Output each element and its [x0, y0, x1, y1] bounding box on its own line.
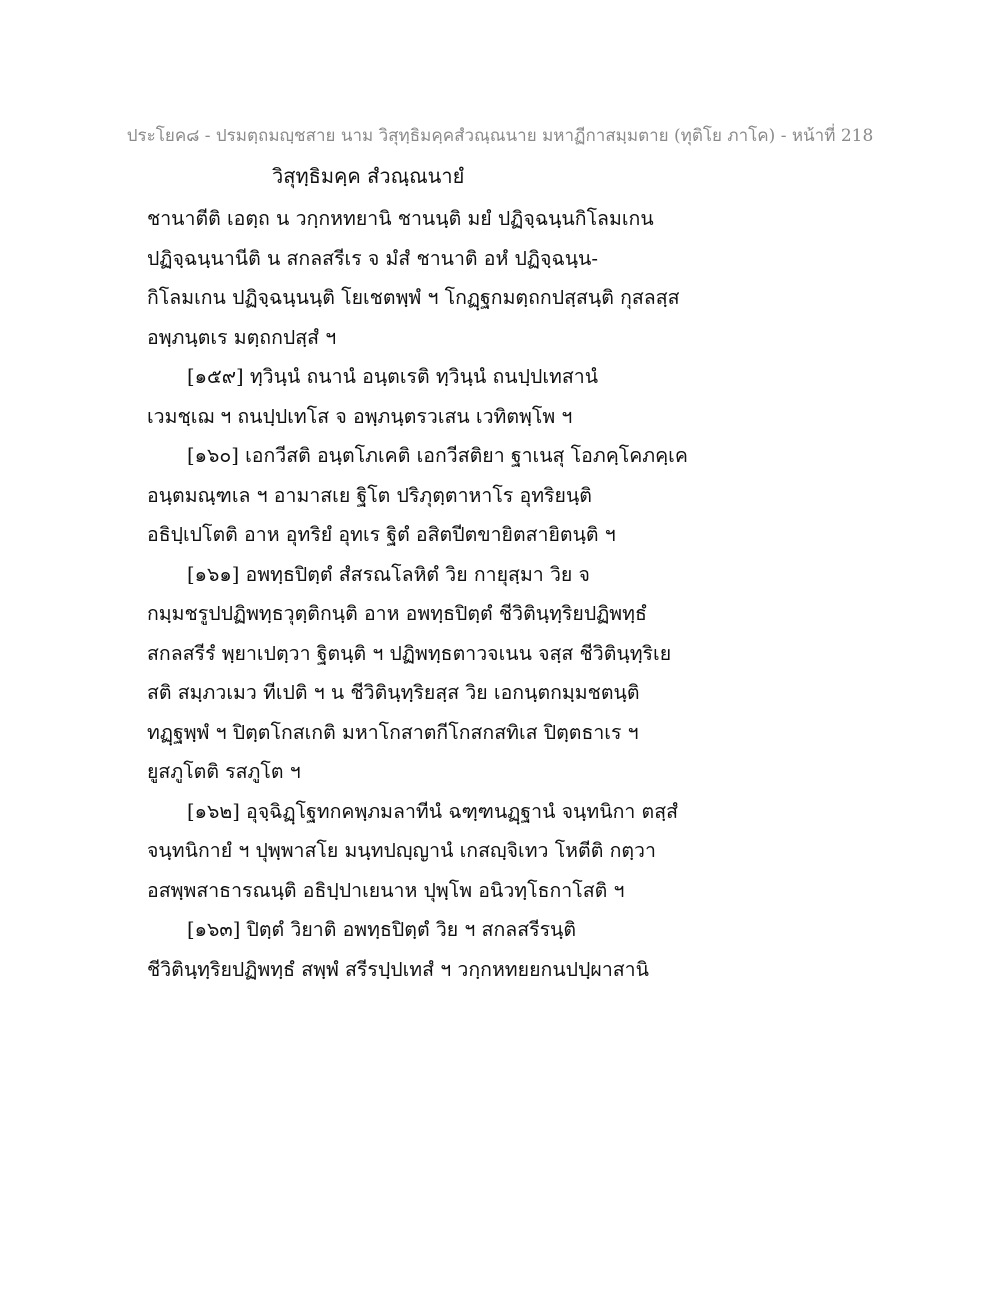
text-line: กมฺมชรูปปฏิพทฺธวุตฺติกนฺติ อาห อพทฺธปิตฺตํ ชีวิตินฺทฺริยปฏิพทฺธํ [147, 602, 647, 625]
text-line: ชานาตีติ เอตฺถ น วกฺกหทยานิ ชานนฺติ มยํ ปฏิจฺฉนฺนกิโลมเกน [147, 207, 654, 230]
text-line: อพฺภนฺตเร มตฺถกปสฺสํ ฯ [147, 325, 337, 349]
body-text [147, 199, 867, 989]
text-line: จนฺทนิกายํ ฯ ปุพฺพาสโย มนฺทปญฺญานํ เกสญฺจิเทว โหตีติ กตฺวา [147, 839, 656, 862]
paragraph-start-line: [๑๖๓] ปิตฺตํ วิยาติ อพทฺธปิตฺตํ วิย ฯ สกลสรีรนฺติ [187, 918, 577, 941]
paragraph-start-line: [๑๖๐] เอกวีสติ อนฺตโภเคติ เอกวีสติยา ฐาเนสุ โอภคฺโคภคฺเค [187, 444, 688, 467]
text-line: ชีวิตินฺทฺริยปฏิพทฺธํ สพฺพํ สรีรปฺปเทสํ ฯ วกฺกหทยยกนปปฺผาสานิ [147, 957, 649, 981]
chapter-title: วิสุทฺธิมคฺค สํวณฺณนายํ [272, 164, 465, 188]
text-line: กิโลมเกน ปฏิจฺฉนฺนนฺติ โยเชตพฺพํ ฯ โกฏฺฐกมตฺถกปสฺสนฺติ กุสลสฺส [147, 286, 680, 309]
paragraph-start-line: [๑๖๒] อุจฺฉิฏฺโฐทกคพฺภมลาทีนํ ฉฑฺฑนฏฺฐานํ จนฺทนิกา ตสฺสํ [187, 799, 678, 823]
text-line: สกลสรีรํ พฺยาเปตฺวา ฐิตนฺติ ฯ ปฏิพทฺธตาวจเนน จสฺส ชีวิตินฺทฺริเย [147, 641, 672, 665]
paragraph-start-line: [๑๖๑] อพทฺธปิตฺตํ สํสรณโลหิตํ วิย กายุสฺมา วิย จ [187, 562, 590, 586]
text-line: อสพฺพสาธารณนฺติ อธิปฺปาเยนาห ปุพฺโพ อนิวทฺโธกาโสติ ฯ [147, 878, 625, 902]
text-line: ยูสภูโตติ รสภูโต ฯ [147, 760, 301, 783]
text-line: อธิปฺเปโตติ อาห อุทริยํ อุทเร ฐิตํ อสิตปีตขายิตสายิตนฺติ ฯ [147, 523, 616, 546]
text-line: ทฏฺฐพฺพํ ฯ ปิตฺตโกสเกติ มหาโกสาตกีโกสกสทิเส ปิตฺตธาเร ฯ [147, 720, 639, 744]
paragraph-start-line: [๑๕๙] ทฺวินฺนํ ถนานํ อนฺตเรติ ทฺวินฺนํ ถนปฺปเทสานํ [187, 365, 599, 388]
running-header: ประโยค๘ - ปรมตฺถมญฺชสาย นาม วิสุทฺธิมคฺคสํวณฺณนาย มหาฏีกาสมฺมตาย (ทุติโย ภาโค) - หน้าที่ 218 [126, 126, 874, 146]
text-line: อนฺตมณฺฑเล ฯ อามาสเย ฐิโต ปริภุตฺตาหาโร อุทริยนฺติ [147, 483, 592, 507]
text-line: สติ สมฺภวเมว ทีเปติ ฯ น ชีวิตินฺทฺริยสฺส วิย เอกนฺตกมฺมชตนฺติ [147, 681, 640, 704]
text-line: ปฏิจฺฉนฺนานีติ น สกลสรีเร จ มํสํ ชานาติ อหํ ปฏิจฺฉนฺน- [147, 246, 598, 270]
text-line: เวมชฺเฌ ฯ ถนปฺปเทโส จ อพฺภนฺตรวเสน เวทิตพฺโพ ฯ [147, 404, 573, 428]
